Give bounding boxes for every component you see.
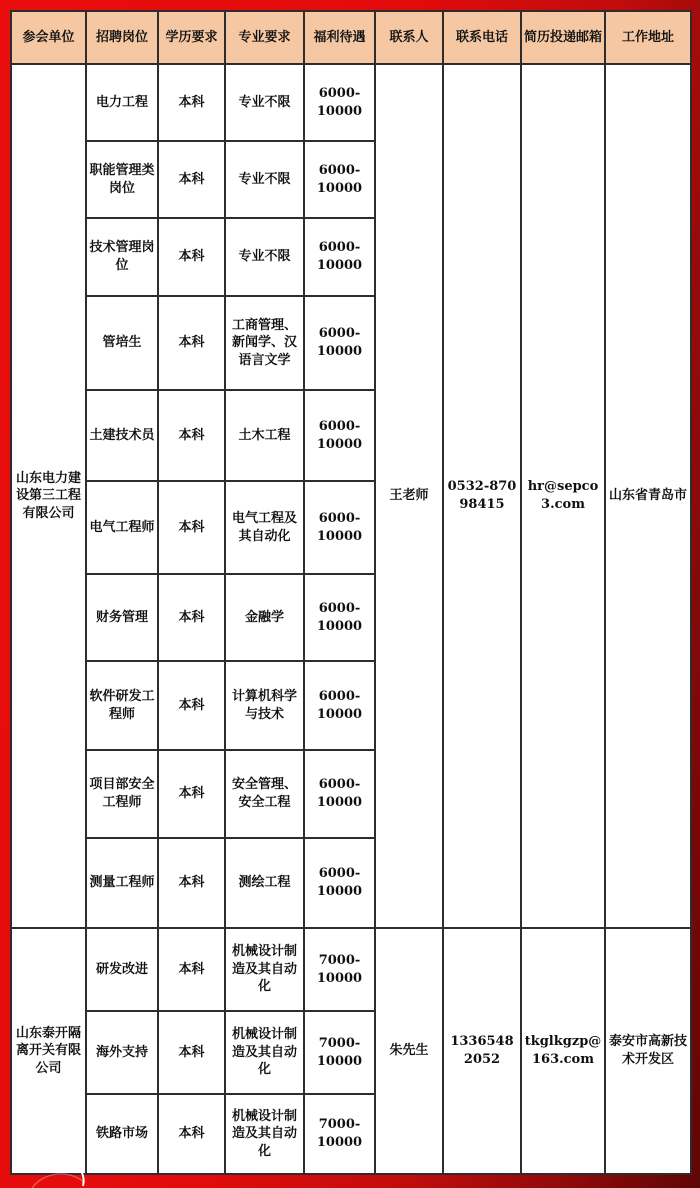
salary-cell: 6000-10000: [304, 218, 375, 296]
position-cell: 测量工程师: [86, 838, 158, 928]
major-cell: 金融学: [225, 574, 304, 661]
degree-cell: 本科: [158, 481, 225, 574]
contact-email-cell: tkglkgzp@163.com: [521, 928, 605, 1174]
contact-address-cell: 山东省青岛市: [605, 64, 691, 928]
position-cell: 电气工程师: [86, 481, 158, 574]
degree-cell: 本科: [158, 661, 225, 750]
contact-email-cell: hr@sepco3.com: [521, 64, 605, 928]
job-fair-table: [10, 10, 692, 1175]
major-cell: 机械设计制造及其自动化: [225, 928, 304, 1011]
contact-address-cell: 泰安市高新技术开发区: [605, 928, 691, 1174]
header-cell-company: 参会单位: [11, 11, 86, 64]
contact-phone-cell: 13365482052: [443, 928, 521, 1174]
header-cell-address: 工作地址: [605, 11, 691, 64]
header-row: [11, 11, 691, 64]
position-cell: 技术管理岗位: [86, 218, 158, 296]
company-cell: 山东电力建设第三工程有限公司: [11, 64, 86, 928]
major-cell: 工商管理、新闻学、汉语言文学: [225, 296, 304, 390]
salary-cell: 7000-10000: [304, 1094, 375, 1174]
table-row: [11, 928, 691, 1011]
degree-cell: 本科: [158, 390, 225, 481]
major-cell: 专业不限: [225, 218, 304, 296]
contact-person-cell: 王老师: [375, 64, 443, 928]
position-cell: 土建技术员: [86, 390, 158, 481]
salary-cell: 6000-10000: [304, 64, 375, 141]
degree-cell: 本科: [158, 64, 225, 141]
major-cell: 安全管理、安全工程: [225, 750, 304, 838]
position-cell: 研发改进: [86, 928, 158, 1011]
degree-cell: 本科: [158, 750, 225, 838]
major-cell: 土木工程: [225, 390, 304, 481]
major-cell: 测绘工程: [225, 838, 304, 928]
salary-cell: 6000-10000: [304, 838, 375, 928]
header-cell-phone: 联系电话: [443, 11, 521, 64]
header-cell-major: 专业要求: [225, 11, 304, 64]
position-cell: 软件研发工程师: [86, 661, 158, 750]
header-cell-degree: 学历要求: [158, 11, 225, 64]
major-cell: 机械设计制造及其自动化: [225, 1011, 304, 1094]
header-cell-email: 简历投递邮箱: [521, 11, 605, 64]
position-cell: 职能管理类岗位: [86, 141, 158, 218]
position-cell: 项目部安全工程师: [86, 750, 158, 838]
degree-cell: 本科: [158, 141, 225, 218]
degree-cell: 本科: [158, 1094, 225, 1174]
major-cell: 专业不限: [225, 64, 304, 141]
table-row: [11, 64, 691, 141]
degree-cell: 本科: [158, 838, 225, 928]
salary-cell: 6000-10000: [304, 750, 375, 838]
header-cell-contact: 联系人: [375, 11, 443, 64]
salary-cell: 6000-10000: [304, 574, 375, 661]
degree-cell: 本科: [158, 218, 225, 296]
salary-cell: 6000-10000: [304, 296, 375, 390]
degree-cell: 本科: [158, 1011, 225, 1094]
position-cell: 财务管理: [86, 574, 158, 661]
company-cell: 山东泰开隔离开关有限公司: [11, 928, 86, 1174]
position-cell: 铁路市场: [86, 1094, 158, 1174]
header-cell-position: 招聘岗位: [86, 11, 158, 64]
contact-phone-cell: 0532-87098415: [443, 64, 521, 928]
degree-cell: 本科: [158, 574, 225, 661]
contact-person-cell: 朱先生: [375, 928, 443, 1174]
major-cell: 专业不限: [225, 141, 304, 218]
salary-cell: 7000-10000: [304, 928, 375, 1011]
header-cell-salary: 福利待遇: [304, 11, 375, 64]
position-cell: 海外支持: [86, 1011, 158, 1094]
salary-cell: 7000-10000: [304, 1011, 375, 1094]
major-cell: 电气工程及其自动化: [225, 481, 304, 574]
major-cell: 机械设计制造及其自动化: [225, 1094, 304, 1174]
position-cell: 管培生: [86, 296, 158, 390]
degree-cell: 本科: [158, 296, 225, 390]
position-cell: 电力工程: [86, 64, 158, 141]
salary-cell: 6000-10000: [304, 481, 375, 574]
salary-cell: 6000-10000: [304, 390, 375, 481]
degree-cell: 本科: [158, 928, 225, 1011]
major-cell: 计算机科学与技术: [225, 661, 304, 750]
salary-cell: 6000-10000: [304, 661, 375, 750]
salary-cell: 6000-10000: [304, 141, 375, 218]
